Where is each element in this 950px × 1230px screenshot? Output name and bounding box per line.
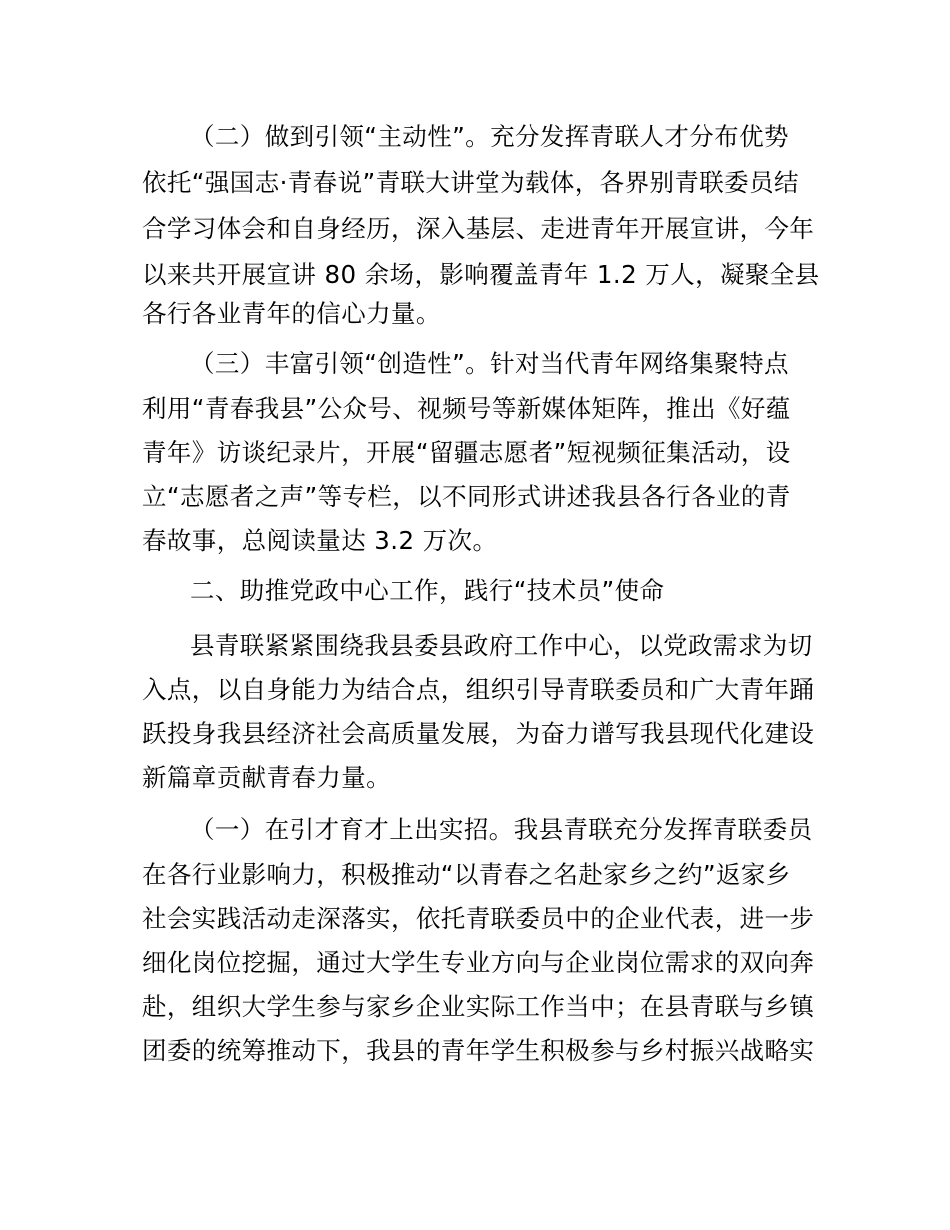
paragraph-5-line-3: 社会实践活动走深落实，依托青联委员中的企业代表，进一步	[142, 904, 815, 933]
paragraph-5-line-6: 团委的统筹推动下，我县的青年学生积极参与乡村振兴战略实	[142, 1036, 815, 1065]
paragraph-2-line-5: 各行各业青年的信心力量。	[142, 299, 441, 328]
paragraph-heading-2-line-1: （二）做到引领“主动性”。充分发挥青联人才分布优势	[190, 122, 789, 151]
paragraph-heading-1-line-1: （一）在引才育才上出实招。我县青联充分发挥青联委员	[190, 815, 813, 844]
paragraph-2-line-4: 以来共开展宣讲 80 余场，影响覆盖青年 1.2 万人，凝聚全县	[142, 260, 820, 289]
paragraph-3-line-3: 青年》访谈纪录片，开展“留疆志愿者”短视频征集活动，设	[142, 438, 791, 467]
paragraph-4-line-1: 县青联紧紧围绕我县委县政府工作中心，以党政需求为切	[190, 631, 813, 660]
paragraph-3-line-2: 利用“青春我县”公众号、视频号等新媒体矩阵，推出《好蕴	[142, 394, 791, 423]
paragraph-5-line-2: 在各行业影响力，积极推动“以青春之名赴家乡之约”返家乡	[142, 860, 791, 889]
paragraph-3-line-4: 立“志愿者之声”等专栏，以不同形式讲述我县各行各业的青	[142, 482, 791, 511]
paragraph-5-line-4: 细化岗位挖掘，通过大学生专业方向与企业岗位需求的双向奔	[142, 948, 815, 977]
paragraph-2-line-2: 依托“强国志·青春说”青联大讲堂为载体，各界别青联委员结	[142, 168, 799, 197]
paragraph-5-line-5: 赴，组织大学生参与家乡企业实际工作当中；在县青联与乡镇	[142, 992, 815, 1021]
paragraph-4-line-3: 跃投身我县经济社会高质量发展，为奋力谱写我县现代化建设	[142, 719, 815, 748]
paragraph-4-line-2: 入点，以自身能力为结合点，组织引导青联委员和广大青年踊	[142, 675, 815, 704]
paragraph-4-line-4: 新篇章贡献青春力量。	[142, 763, 391, 792]
section-heading-2: 二、助推党政中心工作，践行“技术员”使命	[190, 576, 665, 605]
paragraph-heading-3-line-1: （三）丰富引领“创造性”。针对当代青年网络集聚特点	[190, 349, 789, 378]
paragraph-3-line-5: 春故事，总阅读量达 3.2 万次。	[142, 526, 498, 555]
paragraph-2-line-3: 合学习体会和自身经历，深入基层、走进青年开展宣讲，今年	[142, 214, 815, 243]
